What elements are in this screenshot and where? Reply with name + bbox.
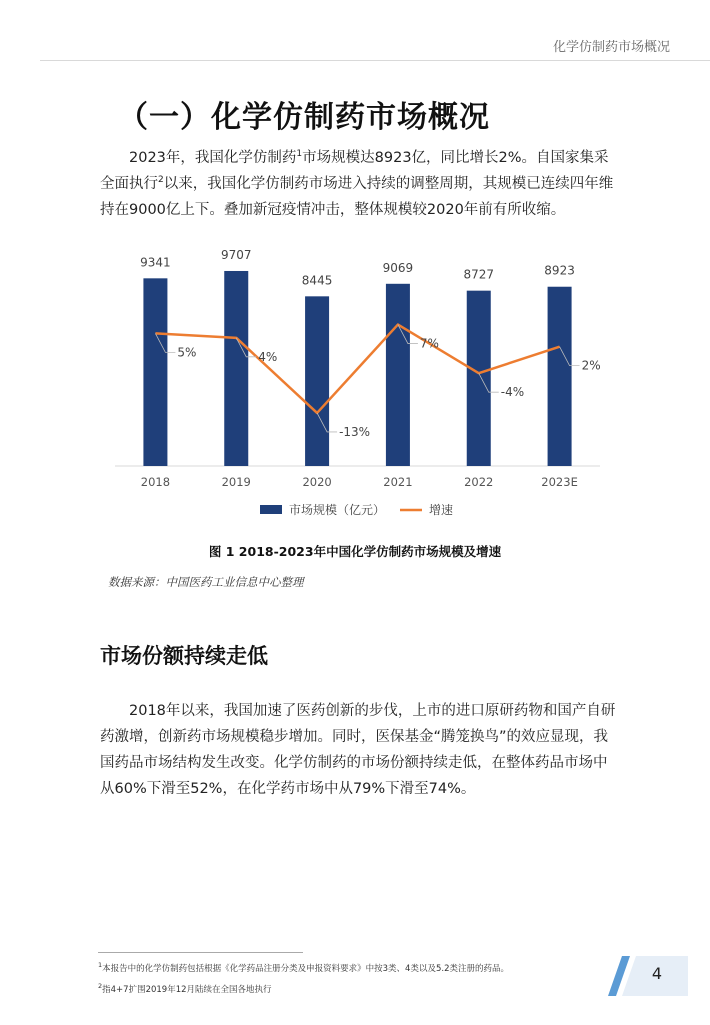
growth-label: 2% <box>581 358 601 373</box>
footnote-2 <box>98 982 272 995</box>
bar-value-label: 9341 <box>140 255 171 270</box>
bar-value-label: 8445 <box>301 273 333 288</box>
bar-value-label: 8727 <box>463 267 495 282</box>
x-tick-label: 2021 <box>383 475 413 489</box>
page-badge-stripes <box>608 956 688 996</box>
bar-2019 <box>224 271 248 466</box>
header-rule <box>40 60 710 61</box>
section-title-share: 市场份额持续走低 <box>100 644 268 668</box>
intro-paragraph <box>100 145 620 223</box>
bar-2021 <box>386 284 410 466</box>
bar-value-label: 9069 <box>382 260 414 275</box>
bar-2020 <box>305 296 329 466</box>
legend-swatch-bar <box>260 505 282 514</box>
bar-value-label: 9707 <box>220 247 252 262</box>
growth-label: 7% <box>419 336 439 351</box>
footnote-rule <box>98 952 303 953</box>
growth-label: -13% <box>339 424 371 439</box>
x-tick-label: 2018 <box>140 475 171 489</box>
intro-text-b: 市场规模达8923亿，同比增长2%。自国家集采全面执行 <box>100 150 609 192</box>
footnote-1-text: 本报告中的化学仿制药包括根据《化学药品注册分类及申报资料要求》中按3类、4类以及5.2类注册的药品。 <box>102 963 509 974</box>
footnote-ref-1[interactable]: 1 <box>296 149 303 160</box>
growth-label: 5% <box>177 345 197 360</box>
growth-label: 4% <box>258 349 278 364</box>
footnote-2-mark: 2 <box>98 982 103 990</box>
footnote-ref-2[interactable]: 2 <box>158 175 164 186</box>
chart-svg <box>100 245 620 530</box>
share-paragraph: 2018年以来，我国加速了医药创新的步伐，上市的进口原研药物和国产自研药激增，创新药市场规模稳步增加。同时，医保基金“腾笼换鸟”的效应显现，我国药品市场结构发生改变。化学仿制药的市场份额持续走低，在整体药品市场中从60%下滑至52%，在化学药市场中从79%下滑至74%。 <box>100 703 616 797</box>
growth-line <box>155 325 559 413</box>
legend-label-bar: 市场规模（亿元） <box>289 503 386 517</box>
intro-text-a: 2023年，我国化学仿制药 <box>129 150 297 166</box>
footnote-2-text: 指4+7扩围2019年12月陆续在全国各地执行 <box>102 984 272 995</box>
section-title-main: （一）化学仿制药市场概况 <box>118 100 490 135</box>
bar-2022 <box>467 291 491 466</box>
market-size-chart <box>100 245 620 530</box>
data-source: 数据来源：中国医药工业信息中心整理 <box>108 575 304 589</box>
page-number: 4 <box>651 964 662 983</box>
bar-value-label: 8923 <box>544 263 575 278</box>
x-tick-label: 2022 <box>464 475 494 489</box>
footnote-1-mark: 1 <box>98 961 103 969</box>
x-tick-label: 2023E <box>541 475 578 489</box>
bar-2018 <box>143 278 167 466</box>
intro-text-c: 以来，我国化学仿制药市场进入持续的调整周期，其规模已连续四年维持在9000亿上下。叠加新冠疫情冲击，整体规模较2020年前有所收缩。 <box>100 176 614 218</box>
bar-2023E <box>548 287 572 466</box>
footnote-1 <box>98 961 509 974</box>
x-tick-label: 2020 <box>302 475 332 489</box>
x-tick-label: 2019 <box>221 475 251 489</box>
running-header-title: 化学仿制药市场概况 <box>552 40 670 55</box>
figure-caption: 图 1 2018-2023年中国化学仿制药市场规模及增速 <box>208 544 502 559</box>
legend-label-line: 增速 <box>429 503 454 517</box>
growth-label: -4% <box>500 385 525 400</box>
